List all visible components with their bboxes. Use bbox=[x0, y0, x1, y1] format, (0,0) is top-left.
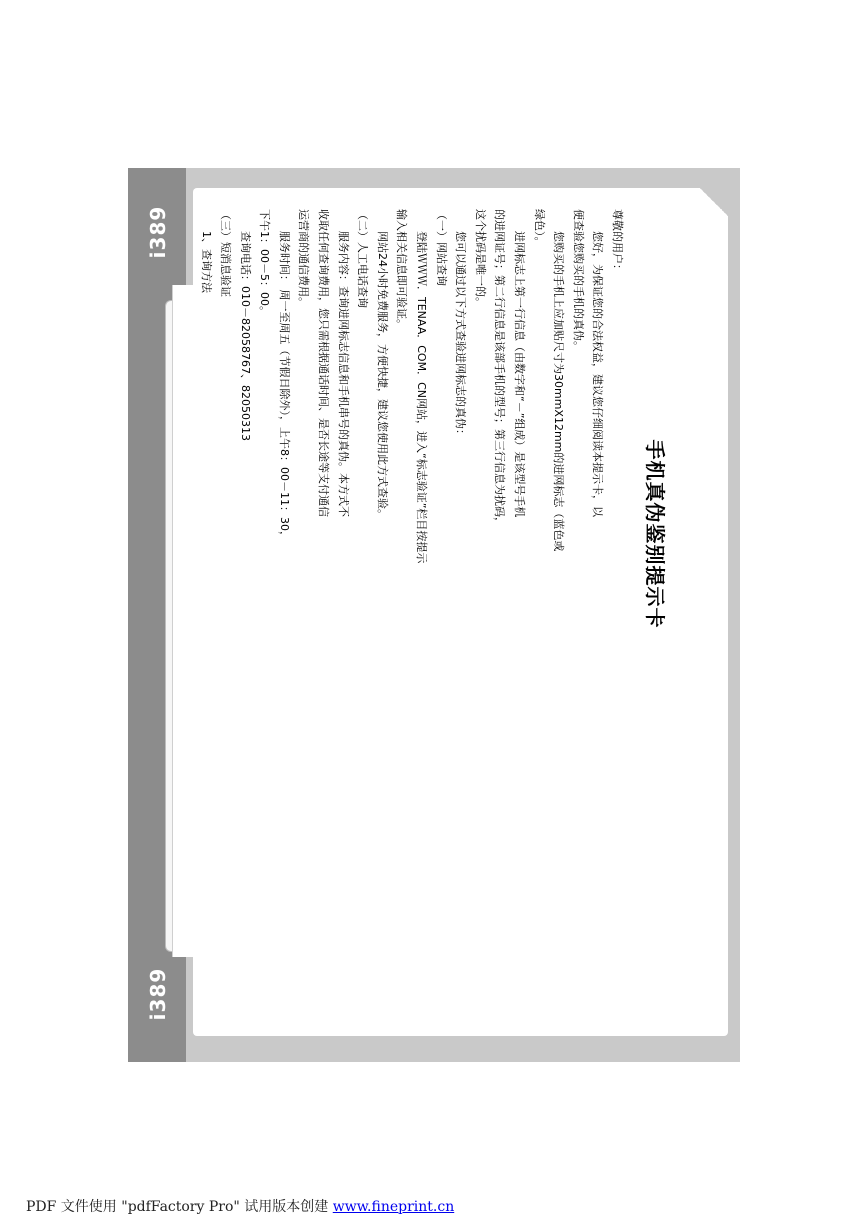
model-label-top: i389 bbox=[146, 205, 170, 259]
notice-line: （一）网站查询 bbox=[434, 209, 448, 286]
panel-tab-inner bbox=[172, 285, 194, 957]
notice-line: 下午1：00－5：00。 bbox=[258, 209, 272, 317]
notice-line: 进网标志上第一行信息（由数字和“－”组成）是该型号手机 bbox=[513, 231, 527, 518]
notice-line: 服务内容：查询进网标志信息和手机串号的真伪。本方式不 bbox=[336, 231, 350, 517]
footer-text: PDF 文件使用 "pdfFactory Pro" 试用版本创建 bbox=[26, 1199, 333, 1215]
notice-line: 登陆ＷＷＷ．TENAA．COM．CN网站，进入“标志验证”栏目按提示 bbox=[415, 231, 429, 564]
notice-line: 的进网证号；第二行信息是该部手机的型号；第三行信息为扰码， bbox=[493, 209, 507, 528]
notice-line: 便查验您购买的手机的真伪。 bbox=[571, 209, 585, 352]
notice-line: 网站24小时免费服务，方便快捷，建议您使用此方式查验。 bbox=[375, 231, 389, 520]
notice-line: 运营商的通信费用。 bbox=[297, 209, 311, 308]
notice-line: 输入相关信息即可验证。 bbox=[395, 209, 409, 330]
rotated-content bbox=[199, 209, 667, 859]
model-label-bottom: i389 bbox=[146, 967, 170, 1021]
notice-line: 您可以通过以下方式查验进网标志的真伪： bbox=[454, 231, 468, 440]
notice-line: 服务时间： 周一至周五（节假日除外），上午8：00－11：30， bbox=[277, 231, 291, 542]
notice-body bbox=[196, 209, 627, 859]
notice-line: （三）短消息验证 bbox=[219, 209, 233, 297]
notice-line: 收取任何查询费用，您只需根据通话时间、是否长途等支付通信 bbox=[317, 209, 331, 517]
notice-line: 1、查询方法 bbox=[199, 231, 213, 293]
notice-line: 查询电话：010－82058767、82050313 bbox=[238, 231, 252, 441]
notice-line: 尊敬的用户： bbox=[611, 209, 624, 275]
notice-line: 您好，为保证您的合法权益，建议您仔细阅读本提示卡，以 bbox=[591, 231, 605, 517]
notice-line: 这个扰码是唯一的。 bbox=[473, 209, 487, 308]
panel-corner-top bbox=[700, 188, 728, 216]
notice-line: 绿色）。 bbox=[532, 209, 546, 248]
footer-link[interactable]: www.fineprint.cn bbox=[332, 1199, 455, 1215]
notice-line: 您购买的手机上应加贴尺寸为30mmX12mm的进网标志（蓝色或 bbox=[552, 231, 566, 552]
page-title: 手机真伪鉴别提示卡 bbox=[643, 439, 667, 629]
pdf-footer bbox=[26, 1196, 454, 1216]
notice-line: （二）人工电话查询 bbox=[356, 209, 370, 308]
